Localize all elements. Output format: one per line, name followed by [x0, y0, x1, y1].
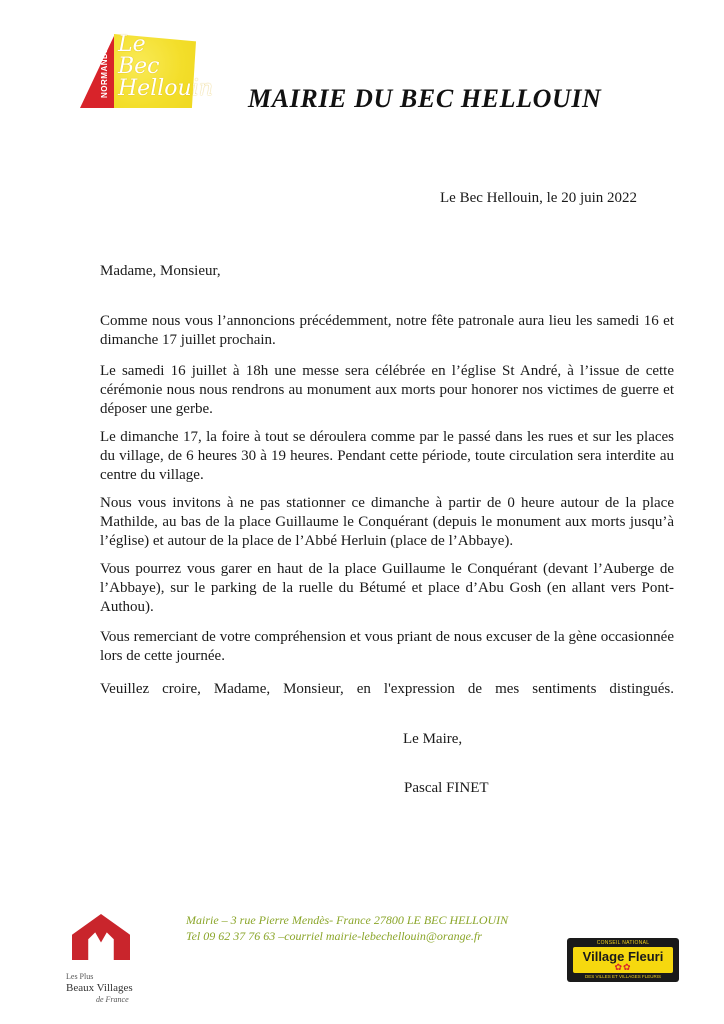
letter-paragraph: Nous vous invitons à ne pas stationner ce dimanche à partir de 0 heure autour de la place Mathilde, au bas de la place Guillaume le Conquérant (depuis le monument aux morts jusqu’à l’église) et autour de la place de l’Abbé Herluin (place de l’Abbaye).	[100, 495, 674, 549]
village-house-icon	[72, 914, 130, 960]
lpbv-top-text: Les Plus	[66, 972, 94, 981]
letter-closing: Veuillez croire, Madame, Monsieur, en l'expression de mes sentiments distingués.	[100, 681, 674, 697]
village-fleuri-title: Village Fleuri	[582, 949, 664, 964]
logo-region-text: NORMANDIE	[100, 44, 109, 98]
letter-salutation: Madame, Monsieur,	[100, 263, 221, 279]
letter-paragraph: Le dimanche 17, la foire à tout se déroulera comme par le passé dans les rues et sur les places du village, de 6 heures 30 à 19 heures. Pendant cette période, toute circulation sera interdite au centre du village.	[100, 429, 674, 483]
village-fleuri-badge	[567, 938, 679, 982]
footer-contact-line: Tel 09 62 37 76 63 –courriel mairie-lebechellouin@orange.fr	[186, 929, 482, 943]
village-fleuri-bottom-text: DES VILLES ET VILLAGES FLEURIS	[585, 974, 661, 979]
letter-date: Le Bec Hellouin, le 20 juin 2022	[440, 190, 638, 206]
letter-paragraph: Vous pourrez vous garer en haut de la place Guillaume le Conquérant (devant l’Auberge de l’Abbaye), sur le parking de la ruelle du Bétumé et place d’Abu Gosh (en allant vers Pont-Authou).	[100, 561, 674, 615]
letter-paragraph: Vous remerciant de votre compréhension et vous priant de nous excuser de la gène occasionnée lors de cette journée.	[100, 629, 674, 664]
letter-paragraph: Le samedi 16 juillet à 18h une messe sera célébrée en l’église St André, à l’issue de cette cérémonie nous nous rendrons au monument aux morts pour honorer nos victimes de guerre et déposer une gerbe.	[100, 363, 674, 417]
page-title: MAIRIE DU BEC HELLOUIN	[248, 84, 602, 113]
plus-beaux-villages-logo	[64, 908, 144, 1008]
signer-title: Le Maire,	[403, 731, 463, 747]
lpbv-main-text: Beaux Villages	[66, 982, 133, 994]
village-fleuri-top-text: CONSEIL NATIONAL	[596, 940, 650, 946]
letter-paragraph: Comme nous vous l’annoncions précédemment, notre fête patronale aura lieu les samedi 16 et dimanche 17 juillet prochain.	[100, 313, 674, 348]
footer-address-line: Mairie – 3 rue Pierre Mendès- France 27800 LE BEC HELLOUIN	[186, 913, 509, 927]
mairie-logo	[78, 28, 213, 114]
flower-icon: ✿✿	[614, 962, 632, 972]
signer-name: Pascal FINET	[404, 780, 489, 796]
footer-address	[186, 912, 508, 944]
logo-village-text: Le Bec Hellouin	[118, 32, 213, 101]
lpbv-bottom-text: de France	[96, 995, 129, 1004]
village-fleuri-panel	[573, 947, 673, 973]
